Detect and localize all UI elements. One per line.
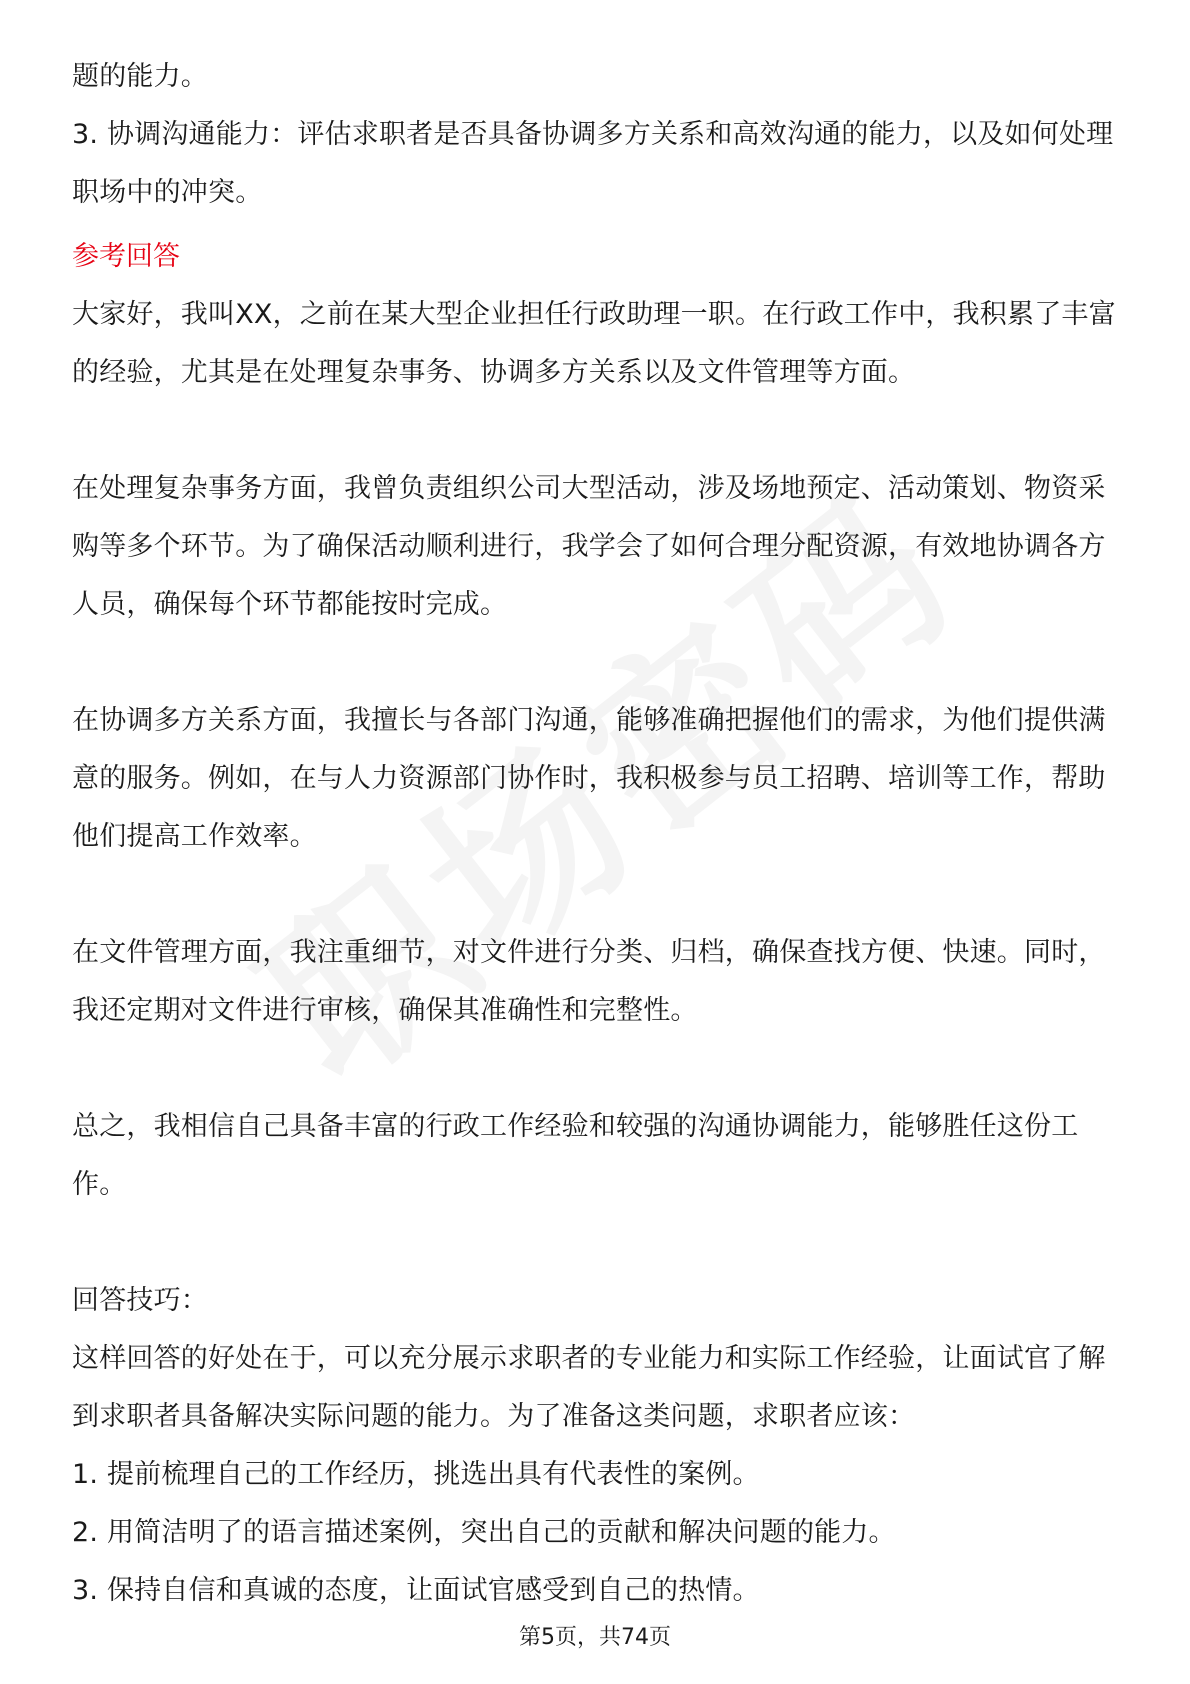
tips-label: 回答技巧： [72,1285,208,1316]
section-heading-reference-answer: 参考回答 [72,241,180,272]
page-content [72,48,1122,1620]
paragraph-intro: 大家好，我叫XX，之前在某大型企业担任行政助理一职。在行政工作中，我积累了丰富的经验，尤其是在处理复杂事务、协调多方关系以及文件管理等方面。 [72,299,1116,388]
paragraph-coordination: 在协调多方关系方面，我擅长与各部门沟通，能够准确把握他们的需求，为他们提供满意的服务。例如，在与人力资源部门协作时，我积极参与员工招聘、培训等工作，帮助他们提高工作效率。 [72,705,1106,852]
paragraph-tips: 这样回答的好处在于，可以充分展示求职者的专业能力和实际工作经验，让面试官了解到求职者具备解决实际问题的能力。为了准备这类问题，求职者应该： [72,1343,1106,1432]
list-item-1: 1. 提前梳理自己的工作经历，挑选出具有代表性的案例。 [72,1459,760,1490]
page-footer [0,1620,1190,1651]
paragraph-point-3: 3. 协调沟通能力：评估求职者是否具备协调多方关系和高效沟通的能力，以及如何处理职场中的冲突。 [72,119,1114,208]
page-number: 第5页，共74页 [519,1625,671,1650]
list-item-2: 2. 用简洁明了的语言描述案例，突出自己的贡献和解决问题的能力。 [72,1517,896,1548]
paragraph-file-management: 在文件管理方面，我注重细节，对文件进行分类、归档，确保查找方便、快速。同时，我还定期对文件进行审核，确保其准确性和完整性。 [72,937,1106,1026]
list-item-3: 3. 保持自信和真诚的态度，让面试官感受到自己的热情。 [72,1575,760,1606]
paragraph-complex-affairs: 在处理复杂事务方面，我曾负责组织公司大型活动，涉及场地预定、活动策划、物资采购等多个环节。为了确保活动顺利进行，我学会了如何合理分配资源，有效地协调各方人员，确保每个环节都能按时完成。 [72,473,1106,620]
paragraph-continued: 题的能力。 [72,61,208,92]
paragraph-conclusion: 总之，我相信自己具备丰富的行政工作经验和较强的沟通协调能力，能够胜任这份工作。 [72,1111,1079,1200]
